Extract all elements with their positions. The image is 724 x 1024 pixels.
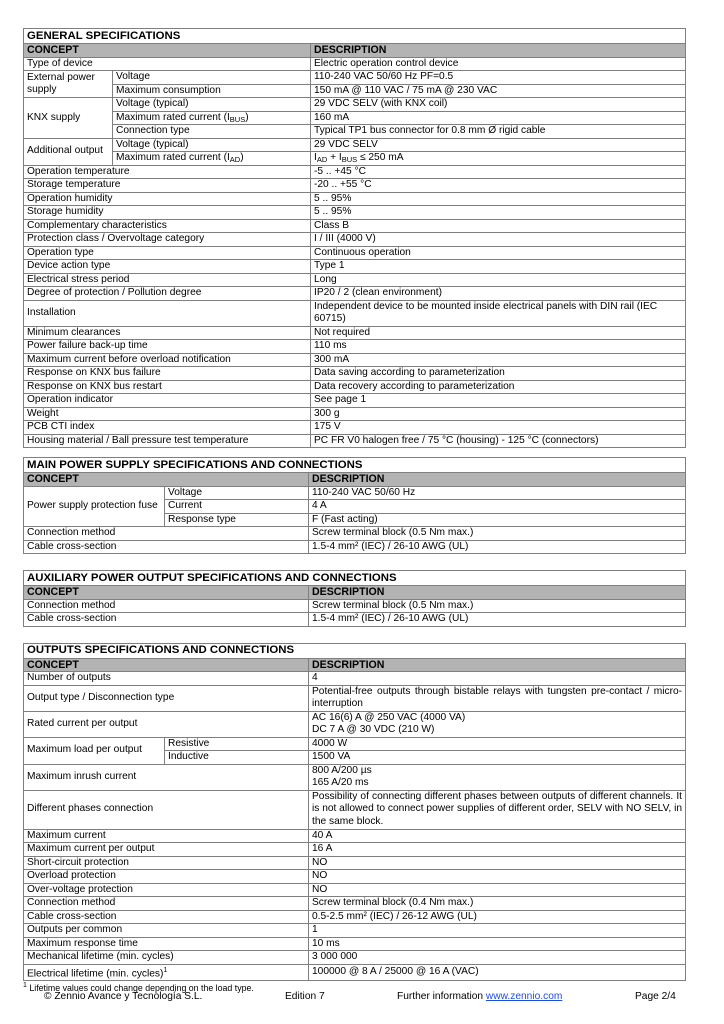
spec-label: Maximum inrush current <box>24 764 309 790</box>
spec-label: Inductive <box>165 751 309 765</box>
spec-group-label: External power supply <box>24 71 113 98</box>
spec-label: Type of device <box>24 57 311 71</box>
spec-row <box>24 206 686 220</box>
spec-label: Complementary characteristics <box>24 219 311 233</box>
spec-value: 110-240 VAC 50/60 Hz PF=0.5 <box>311 71 686 85</box>
spec-label: Current <box>165 500 309 514</box>
spec-label: Electrical lifetime (min. cycles)$^1$ <box>24 964 309 981</box>
spec-row <box>24 856 686 870</box>
spec-label: PCB CTI index <box>24 421 311 435</box>
spec-group-label: KNX supply <box>24 98 113 139</box>
spec-value: 16 A <box>309 843 686 857</box>
spec-label: Maximum current before overload notification <box>24 353 311 367</box>
spec-row <box>24 951 686 965</box>
spec-label: Voltage <box>113 71 311 85</box>
spec-group-label: Additional output <box>24 138 113 165</box>
spec-label: Response on KNX bus failure <box>24 367 311 381</box>
spec-row <box>24 260 686 274</box>
spec-label: Maximum current per output <box>24 843 309 857</box>
spec-value: 0.5-2.5 mm² (IEC) / 26-12 AWG (UL) <box>309 910 686 924</box>
spec-row <box>24 407 686 421</box>
spec-value: Data saving according to parameterization <box>311 367 686 381</box>
spec-row <box>24 192 686 206</box>
spec-row <box>24 394 686 408</box>
spec-value: Type 1 <box>311 260 686 274</box>
spec-value: See page 1 <box>311 394 686 408</box>
spec-value: Potential-free outputs through bistable relays with tungsten pre-contact / micro-interruption <box>309 685 686 711</box>
spec-value: 110 ms <box>311 340 686 354</box>
spec-label: Maximum consumption <box>113 84 311 98</box>
spec-value: 29 VDC SELV <box>311 138 686 152</box>
spec-value: Electric operation control device <box>311 57 686 71</box>
spec-value: 300 mA <box>311 353 686 367</box>
spec-label: Outputs per common <box>24 924 309 938</box>
spec-label: Voltage (typical) <box>113 98 311 112</box>
spec-row <box>24 233 686 247</box>
spec-value: 300 g <box>311 407 686 421</box>
spec-value: -20 .. +55 °C <box>311 179 686 193</box>
spec-value: Class B <box>311 219 686 233</box>
column-header-concept: CONCEPT <box>24 586 309 600</box>
website-link[interactable]: www.zennio.com <box>485 991 563 1002</box>
spec-label: Cable cross-section <box>24 910 309 924</box>
spec-row <box>24 165 686 179</box>
spec-label: Operation humidity <box>24 192 311 206</box>
footer-edition: Edition 7 <box>285 991 325 1002</box>
spec-label: Output type / Disconnection type <box>24 685 309 711</box>
spec-value: 800 A/200 µs 165 A/20 ms <box>309 764 686 790</box>
spec-value: Long <box>311 273 686 287</box>
spec-value: 3 000 000 <box>309 951 686 965</box>
spec-value: Continuous operation <box>311 246 686 260</box>
spec-row <box>24 434 686 448</box>
spec-page <box>23 28 685 993</box>
spec-label: Device action type <box>24 260 311 274</box>
spec-label: Protection class / Overvoltage category <box>24 233 311 247</box>
spec-value: Data recovery according to parameterization <box>311 380 686 394</box>
spec-row <box>24 897 686 911</box>
auxiliary-power-output-table <box>23 570 686 627</box>
spec-value: 10 ms <box>309 937 686 951</box>
spec-label: Mechanical lifetime (min. cycles) <box>24 951 309 965</box>
column-header-concept: CONCEPT <box>24 658 309 672</box>
spec-value: -5 .. +45 °C <box>311 165 686 179</box>
outputs-specifications-table <box>23 643 686 982</box>
spec-group-label: Power supply protection fuse <box>24 486 165 527</box>
spec-value: $I_{AD} + I_{BUS} \le 250$ mA <box>311 152 686 166</box>
spec-row <box>24 353 686 367</box>
spec-row <box>24 287 686 301</box>
spec-value: Independent device to be mounted inside electrical panels with DIN rail (IEC 60715) <box>311 300 686 326</box>
spec-label: Voltage <box>165 486 309 500</box>
spec-value: 110-240 VAC 50/60 Hz <box>309 486 686 500</box>
spec-label: Cable cross-section <box>24 540 309 554</box>
spec-value: I / III (4000 V) <box>311 233 686 247</box>
spec-value: Screw terminal block (0.5 Nm max.) <box>309 527 686 541</box>
spec-label: Over-voltage protection <box>24 883 309 897</box>
spec-value: 160 mA <box>311 111 686 125</box>
spec-label: Connection method <box>24 599 309 613</box>
spec-value: 1500 VA <box>309 751 686 765</box>
spec-label: Overload protection <box>24 870 309 884</box>
column-header-concept: CONCEPT <box>24 473 309 487</box>
section-title: OUTPUTS SPECIFICATIONS AND CONNECTIONS <box>24 643 686 658</box>
spec-value: Typical TP1 bus connector for 0.8 mm Ø rigid cable <box>311 125 686 139</box>
spec-row <box>24 843 686 857</box>
section-title: MAIN POWER SUPPLY SPECIFICATIONS AND CONNECTIONS <box>24 458 686 473</box>
spec-value: 1 <box>309 924 686 938</box>
spec-value: F (Fast acting) <box>309 513 686 527</box>
spec-value: 29 VDC SELV (with KNX coil) <box>311 98 686 112</box>
spec-row <box>24 273 686 287</box>
spec-value: Possibility of connecting different phases between outputs of different channels. It is not allowed to connect power supplies of different order, SELV with NO SELV, in the same block. <box>309 790 686 829</box>
spec-row <box>24 179 686 193</box>
spec-row <box>24 870 686 884</box>
spec-row <box>24 340 686 354</box>
spec-value: 1.5-4 mm² (IEC) / 26-10 AWG (UL) <box>309 540 686 554</box>
spec-label: Resistive <box>165 737 309 751</box>
main-power-supply-table <box>23 457 686 554</box>
column-header-description: DESCRIPTION <box>311 44 686 58</box>
spec-label: Maximum rated current $(I_{AD})$ <box>113 152 311 166</box>
spec-label: Operation temperature <box>24 165 311 179</box>
spec-value: 100000 @ 8 A / 25000 @ 16 A (VAC) <box>309 964 686 981</box>
spec-label: Degree of protection / Pollution degree <box>24 287 311 301</box>
spec-value: Screw terminal block (0.4 Nm max.) <box>309 897 686 911</box>
spec-label: Short-circuit protection <box>24 856 309 870</box>
column-header-concept: CONCEPT <box>24 44 311 58</box>
footnote: $^1$ Lifetime values could change depending on the load type. <box>23 982 254 994</box>
spec-label: Storage humidity <box>24 206 311 220</box>
spec-group-label: Maximum load per output <box>24 737 165 764</box>
spec-label: Electrical stress period <box>24 273 311 287</box>
spec-row <box>24 326 686 340</box>
spec-label: Number of outputs <box>24 672 309 686</box>
footer-page-number: Page 2/4 <box>635 991 676 1002</box>
spec-row <box>24 937 686 951</box>
spec-value: 5 .. 95% <box>311 206 686 220</box>
spec-row <box>24 219 686 233</box>
spec-label: Connection type <box>113 125 311 139</box>
spec-value: 175 V <box>311 421 686 435</box>
spec-label: Connection method <box>24 897 309 911</box>
column-header-description: DESCRIPTION <box>309 658 686 672</box>
spec-label: Voltage (typical) <box>113 138 311 152</box>
section-title: AUXILIARY POWER OUTPUT SPECIFICATIONS AND CONNECTIONS <box>24 571 686 586</box>
spec-row <box>24 380 686 394</box>
spec-value: PC FR V0 halogen free / 75 °C (housing) - 125 °C (connectors) <box>311 434 686 448</box>
spec-value: 4 A <box>309 500 686 514</box>
spec-row <box>24 829 686 843</box>
spec-row <box>24 924 686 938</box>
spec-label: Connection method <box>24 527 309 541</box>
column-header-description: DESCRIPTION <box>309 586 686 600</box>
column-header-description: DESCRIPTION <box>309 473 686 487</box>
spec-label: Installation <box>24 300 311 326</box>
spec-label: Maximum response time <box>24 937 309 951</box>
footer-copyright: © Zennio Avance y Tecnología S.L. <box>44 991 203 1002</box>
spec-row <box>24 421 686 435</box>
spec-label: Power failure back-up time <box>24 340 311 354</box>
spec-label: Storage temperature <box>24 179 311 193</box>
spec-value: Not required <box>311 326 686 340</box>
spec-label: Cable cross-section <box>24 613 309 627</box>
spec-label: Response type <box>165 513 309 527</box>
spec-label: Response on KNX bus restart <box>24 380 311 394</box>
section-title: GENERAL SPECIFICATIONS <box>24 29 686 44</box>
spec-label: Weight <box>24 407 311 421</box>
footer-info: Further information www.zennio.com <box>397 991 563 1002</box>
spec-label: Operation type <box>24 246 311 260</box>
spec-row <box>24 883 686 897</box>
spec-value: IP20 / 2 (clean environment) <box>311 287 686 301</box>
spec-label: Maximum current <box>24 829 309 843</box>
spec-label: Maximum rated current $(I_{BUS})$ <box>113 111 311 125</box>
spec-value: NO <box>309 856 686 870</box>
spec-label: Housing material / Ball pressure test temperature <box>24 434 311 448</box>
spec-value: 5 .. 95% <box>311 192 686 206</box>
spec-value: 1.5-4 mm² (IEC) / 26-10 AWG (UL) <box>309 613 686 627</box>
spec-label: Different phases connection <box>24 790 309 829</box>
spec-value: NO <box>309 883 686 897</box>
general-specifications-table <box>23 28 686 448</box>
spec-value: NO <box>309 870 686 884</box>
spec-value: AC 16(6) A @ 250 VAC (4000 VA) DC 7 A @ 30 VDC (210 W) <box>309 711 686 737</box>
spec-value: 150 mA @ 110 VAC / 75 mA @ 230 VAC <box>311 84 686 98</box>
spec-label: Operation indicator <box>24 394 311 408</box>
spec-row <box>24 910 686 924</box>
spec-row <box>24 246 686 260</box>
spec-label: Minimum clearances <box>24 326 311 340</box>
spec-row <box>24 367 686 381</box>
spec-value: 4000 W <box>309 737 686 751</box>
spec-value: Screw terminal block (0.5 Nm max.) <box>309 599 686 613</box>
spec-value: 40 A <box>309 829 686 843</box>
spec-value: 4 <box>309 672 686 686</box>
spec-label: Rated current per output <box>24 711 309 737</box>
